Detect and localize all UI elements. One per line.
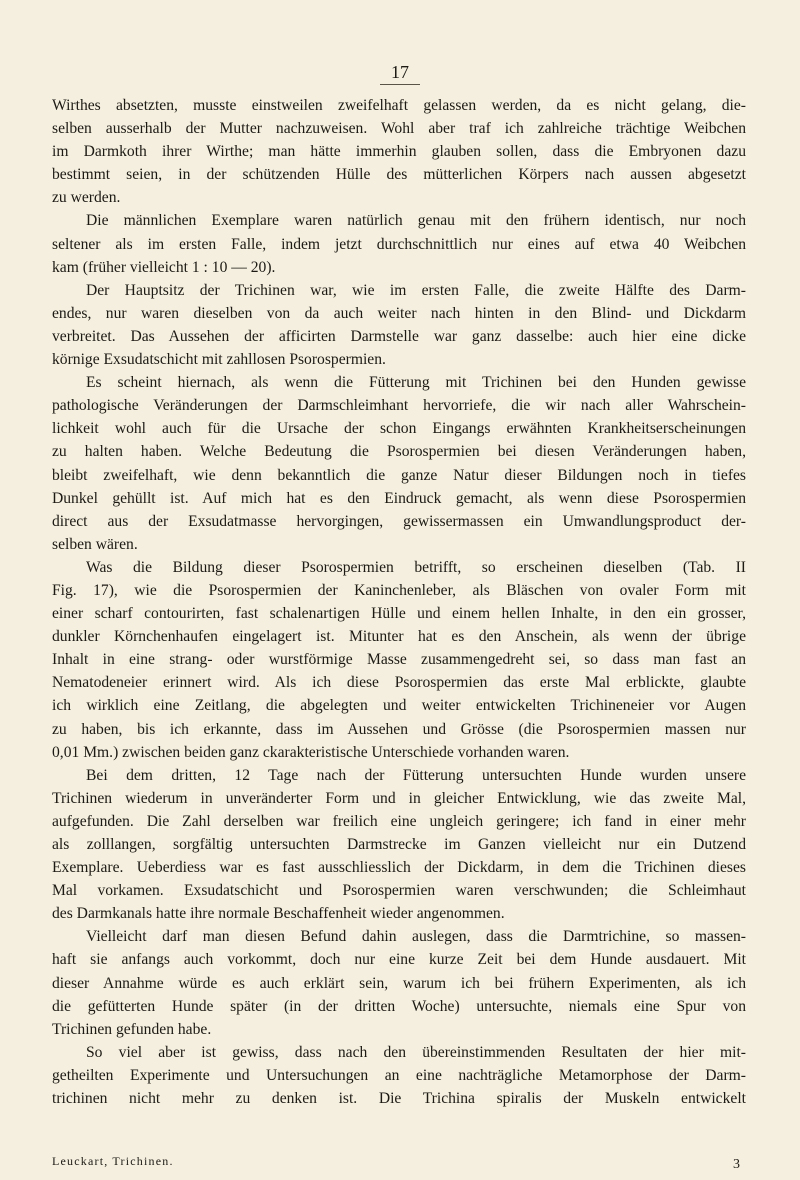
- body-text: [52, 94, 746, 1110]
- text-line: pathologische Veränderungen der Darmschleimhant hervorriefe, die wir nach aller Wahrschein-: [52, 397, 746, 415]
- text-line: Es scheint hiernach, als wenn die Fütterung mit Trichinen bei den Hunden gewisse: [86, 374, 746, 392]
- text-line: zu werden.: [52, 189, 121, 207]
- text-line: Inhalt in eine strang- oder wurstförmige Masse zusammengedreht sei, so dass man fast an: [52, 651, 746, 669]
- text-line: bestimmt seien, in der schützenden Hülle des mütterlichen Körpers nach aussen abgesetzt: [52, 166, 746, 184]
- signature-mark: 3: [733, 1157, 740, 1172]
- text-line: lichkeit wohl auch für die Ursache der schon Eingangs erwähnten Krankheitserscheinungen: [52, 420, 746, 438]
- text-line: Exemplare. Ueberdiess war es fast ausschliesslich der Dickdarm, in dem die Trichinen dieses: [52, 859, 746, 877]
- text-line: Die männlichen Exemplare waren natürlich genau mit den frühern identisch, nur noch: [86, 212, 746, 230]
- text-line: zu halten haben. Welche Bedeutung die Psorospermien bei diesen Veränderungen haben,: [52, 443, 746, 461]
- page-footer: [52, 1151, 746, 1171]
- text-line: selben wären.: [52, 535, 138, 553]
- text-line: im Darmkoth ihrer Wirthe; man hätte immerhin glauben sollen, dass die Embryonen dazu: [52, 143, 746, 161]
- text-line: Dunkel gehüllt ist. Auf mich hat es den Eindruck gemacht, als wenn diese Psorospermien: [52, 489, 746, 507]
- text-line: seltener als im ersten Falle, indem jetzt durchschnittlich nur eines auf etwa 40 Weibchen: [52, 235, 746, 253]
- page-number-rule: [380, 84, 420, 85]
- text-line: Mal vorkamen. Exsudatschicht und Psorospermien waren verschwunden; die Schleimhaut: [52, 882, 746, 900]
- text-line: des Darmkanals hatte ihre normale Beschaffenheit wieder angenommen.: [52, 905, 505, 923]
- text-line: bleibt zweifelhaft, wie denn bekanntlich die ganze Natur dieser Bildungen noch in tiefes: [52, 466, 746, 484]
- text-line: dunkler Körnchenhaufen eingelagert ist. Mitunter hat es den Anschein, als wenn der übrige: [52, 628, 746, 646]
- text-line: verbreitet. Das Aussehen der afficirten Darmstelle war ganz dasselbe: auch hier eine dicke: [52, 327, 746, 345]
- text-line: Bei dem dritten, 12 Tage nach der Fütterung untersuchten Hunde wurden unsere: [86, 766, 746, 784]
- text-line: endes, nur waren dieselben von da auch weiter nach hinten in den Blind- und Dickdarm: [52, 304, 746, 322]
- text-line: zu haben, bis ich erkannte, dass im Aussehen und Grösse (die Psorospermien massen nur: [52, 720, 746, 738]
- text-line: als zolllangen, sorgfältig untersuchten Darmstrecke im Ganzen vielleicht nur ein Dutzend: [52, 836, 746, 853]
- text-line: ich wirklich eine Zeitlang, die abgelegten und weiter entwickelten Trichineneier vor Augen: [52, 697, 746, 715]
- text-line: Was die Bildung dieser Psorospermien betrifft, so erscheinen dieselben (Tab. II: [86, 558, 746, 576]
- text-line: Der Hauptsitz der Trichinen war, wie im ersten Falle, die zweite Hälfte des Darm-: [86, 281, 746, 299]
- text-line: So viel aber ist gewiss, dass nach den übereinstimmenden Resultaten der hier mit-: [86, 1043, 746, 1061]
- text-line: selben ausserhalb der Mutter nachzuweisen. Wohl aber traf ich zahlreiche trächtige Weibchen: [52, 120, 746, 138]
- text-line: die gefütterten Hunde später (in der dritten Woche) untersuchte, niemals eine Spur von: [52, 997, 746, 1015]
- text-line: trichinen nicht mehr zu denken ist. Die Trichina spiralis der Muskeln entwickelt: [52, 1090, 746, 1108]
- text-line: dieser Annahme würde es auch erklärt sein, warum ich bei frühern Experimenten, als ich: [52, 974, 746, 992]
- text-line: Vielleicht darf man diesen Befund dahin auslegen, dass die Darmtrichine, so massen-: [86, 928, 746, 946]
- page-number: 17: [391, 62, 409, 82]
- text-line: aufgefunden. Die Zahl derselben war freilich eine ungleich geringere; ich fand in einer mehr: [52, 812, 746, 830]
- text-line: 0,01 Mm.) zwischen beiden ganz ckarakteristische Unterschiede vorhanden waren.: [52, 743, 570, 761]
- text-line: Nematodeneier erinnert wird. Als ich diese Psorospermien das erste Mal erblickte, glaubte: [52, 674, 746, 692]
- text-line: Fig. 17), wie die Psorospermien der Kaninchenleber, als Bläschen von ovaler Form mit: [52, 581, 746, 599]
- text-line: körnige Exsudatschicht mit zahllosen Psorospermien.: [52, 351, 386, 369]
- running-footer-title: Leuckart, Trichinen.: [52, 1154, 174, 1168]
- text-line: Trichinen gefunden habe.: [52, 1020, 212, 1038]
- text-line: einer scharf contourirten, fast schalenartigen Hülle und einem hellen Inhalte, in den ein grosser,: [52, 605, 746, 623]
- text-line: direct aus der Exsudatmasse hervorgingen, gewissermassen ein Umwandlungsproduct der-: [52, 512, 746, 530]
- text-line: haft sie anfangs auch vorkommt, doch nur eine kurze Zeit bei dem Hunde ausdauert. Mit: [52, 951, 746, 969]
- text-line: kam (früher vielleicht 1 : 10 — 20).: [52, 258, 276, 276]
- text-line: Trichinen wiederum in unveränderter Form und in gleicher Entwicklung, wie das zweite Mal,: [52, 789, 746, 807]
- text-line: Wirthes absetzten, musste einstweilen zweifelhaft gelassen werden, da es nicht gelang, die-: [52, 97, 746, 114]
- text-line: getheilten Experimente und Untersuchungen an eine nachträgliche Metamorphose der Darm-: [52, 1066, 746, 1084]
